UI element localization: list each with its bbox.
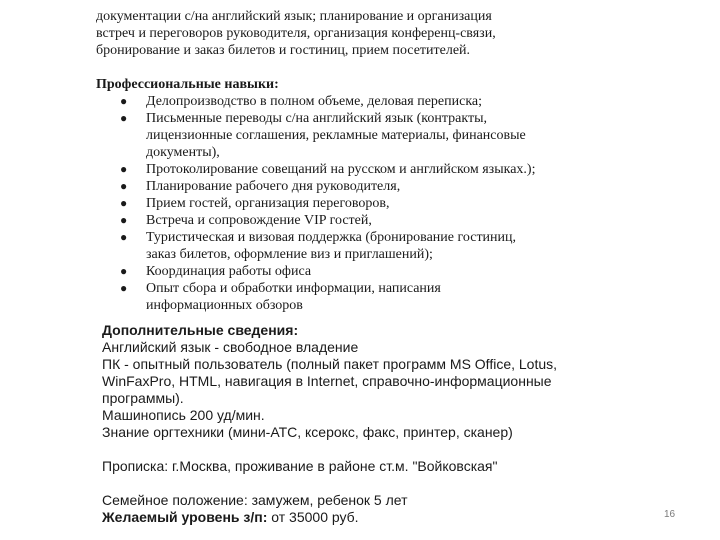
pc-skills-line: WinFaxPro, HTML, навигация в Internet, справочно-информационные (102, 373, 552, 389)
family-status: Семейное положение: замужем, ребенок 5 лет (102, 492, 408, 508)
list-item: ● Делопроизводство в полном объеме, деловая переписка; (120, 94, 483, 109)
skills-list (96, 93, 636, 314)
list-item: ● Письменные переводы с/на английский язык (контракты, лицензионные соглашения, рекламные материалы, финансовые документы), (120, 111, 526, 160)
spacer (102, 475, 642, 492)
salary-line (102, 509, 642, 526)
office-equipment: Знание оргтехники (мини-АТС, ксерокс, факс, принтер, сканер) (102, 424, 513, 440)
list-item: ● Прием гостей, организация переговоров, (120, 196, 390, 211)
bullet-icon: ● (120, 179, 128, 193)
intro-line: бронирование и заказ билетов и гостиниц, прием посетителей. (96, 43, 471, 58)
bullet-icon: ● (120, 196, 128, 210)
salary-value: от 35000 руб. (267, 509, 359, 525)
registration: Прописка: г.Москва, проживание в районе ст.м. "Войковская" (102, 458, 498, 474)
intro-paragraph (96, 8, 616, 59)
typing-speed: Машинопись 200 уд/мин. (102, 407, 265, 423)
list-item: ● Встреча и сопровождение VIP гостей, (120, 213, 372, 228)
additional-heading: Дополнительные сведения: (102, 322, 299, 338)
page-number: 16 (664, 509, 676, 520)
skills-heading: Профессиональные навыки: (96, 77, 279, 92)
intro-line: встреч и переговоров руководителя, организация конференц-связи, (96, 26, 496, 41)
bullet-icon: ● (120, 111, 128, 125)
pc-skills-line: ПК - опытный пользователь (полный пакет программ MS Office, Lotus, (102, 356, 558, 372)
pc-skills-line: программы). (102, 390, 184, 406)
bullet-icon: ● (120, 213, 128, 227)
spacer (102, 441, 642, 458)
additional-info (102, 322, 642, 526)
list-item: ● Протоколирование совещаний на русском и английском языках.); (120, 162, 536, 177)
bullet-icon: ● (120, 162, 128, 176)
list-item: ● Туристическая и визовая поддержка (бронирование гостиниц, заказ билетов, оформление виз и приглашений); (120, 230, 517, 262)
bullet-icon: ● (120, 264, 128, 278)
salary-label: Желаемый уровень з/п: (102, 509, 268, 525)
list-item: ● Опыт сбора и обработки информации, написания информационных обзоров (120, 281, 441, 313)
english-level: Английский язык - свободное владение (102, 339, 359, 355)
list-item: ● Координация работы офиса (120, 264, 312, 279)
intro-line: документации с/на английский язык; планирование и организация (96, 9, 492, 24)
bullet-icon: ● (120, 230, 128, 244)
bullet-icon: ● (120, 94, 128, 108)
bullet-icon: ● (120, 281, 128, 295)
list-item: ● Планирование рабочего дня руководителя, (120, 179, 401, 194)
